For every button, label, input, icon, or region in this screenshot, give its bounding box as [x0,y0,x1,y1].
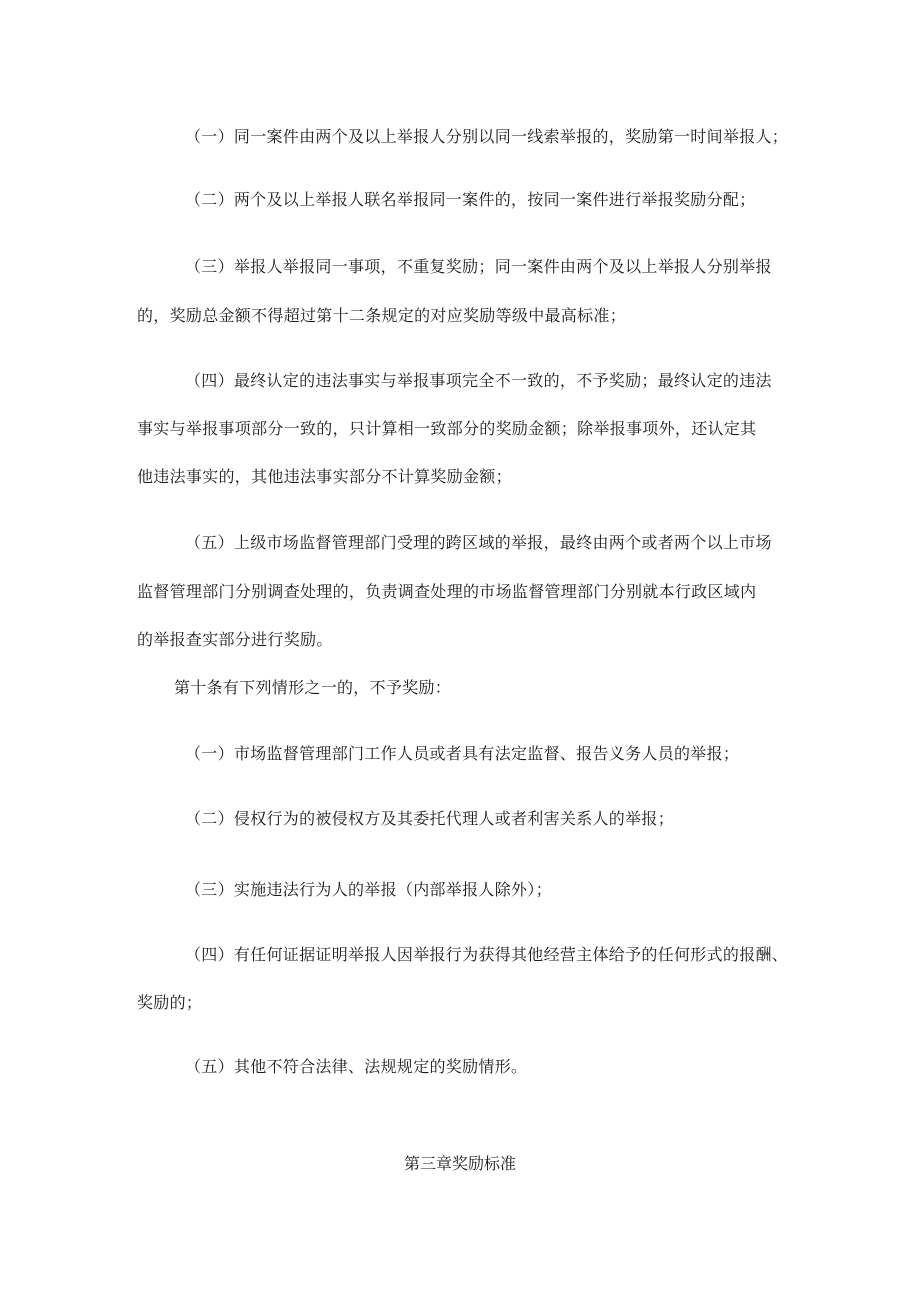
clause-9-item-3-line-2: 的，奖励总金额不得超过第十二条规定的对应奖励等级中最高标准； [137,306,627,325]
clause-9-item-4-line-3: 他违法事实的，其他违法事实部分不计算奖励金额； [137,467,512,486]
clause-9-item-2-line-1: （二）两个及以上举报人联名举报同一案件的，按同一案件进行举报奖励分配； [185,190,756,209]
clause-9-item-5-line-2: 监督管理部门分别调查处理的，负责调查处理的市场监督管理部门分别就本行政区域内 [137,582,757,601]
clause-10-item-5-line-1: （五）其他不符合法律、法规规定的奖励情形。 [185,1057,528,1076]
clause-9-item-4-line-1: （四）最终认定的违法事实与举报事项完全不一致的，不予奖励；最终认定的违法 [185,371,772,390]
clause-9-item-5-line-3: 的举报查实部分进行奖励。 [137,630,333,649]
clause-10-item-1-line-1: （一）市场监督管理部门工作人员或者具有法定监督、报告义务人员的举报； [185,744,740,763]
clause-10-item-2-line-1: （二）侵权行为的被侵权方及其委托代理人或者利害关系人的举报； [185,809,675,828]
article-10-intro: 第十条有下列情形之一的，不予奖励： [174,678,452,697]
clause-10-item-3-line-1: （三）实施违法行为人的举报（内部举报人除外）； [185,880,552,899]
clause-9-item-4-line-2: 事实与举报事项部分一致的，只计算相一致部分的奖励金额；除举报事项外，还认定其 [137,419,757,438]
clause-9-item-5-line-1: （五）上级市场监督管理部门受理的跨区域的举报，最终由两个或者两个以上市场 [185,533,772,552]
clause-10-item-4-line-2: 奖励的； [137,993,203,1012]
chapter-heading: 第三章奖励标准 [403,1154,516,1173]
clause-10-item-4-line-1: （四）有任何证据证明举报人因举报行为获得其他经营主体给予的任何形式的报酬、 [185,945,789,964]
clause-9-item-3-line-1: （三）举报人举报同一事项，不重复奖励；同一案件由两个及以上举报人分别举报 [185,257,772,276]
clause-9-item-1-line-1: （一）同一案件由两个及以上举报人分别以同一线索举报的，奖励第一时间举报人； [185,127,789,146]
